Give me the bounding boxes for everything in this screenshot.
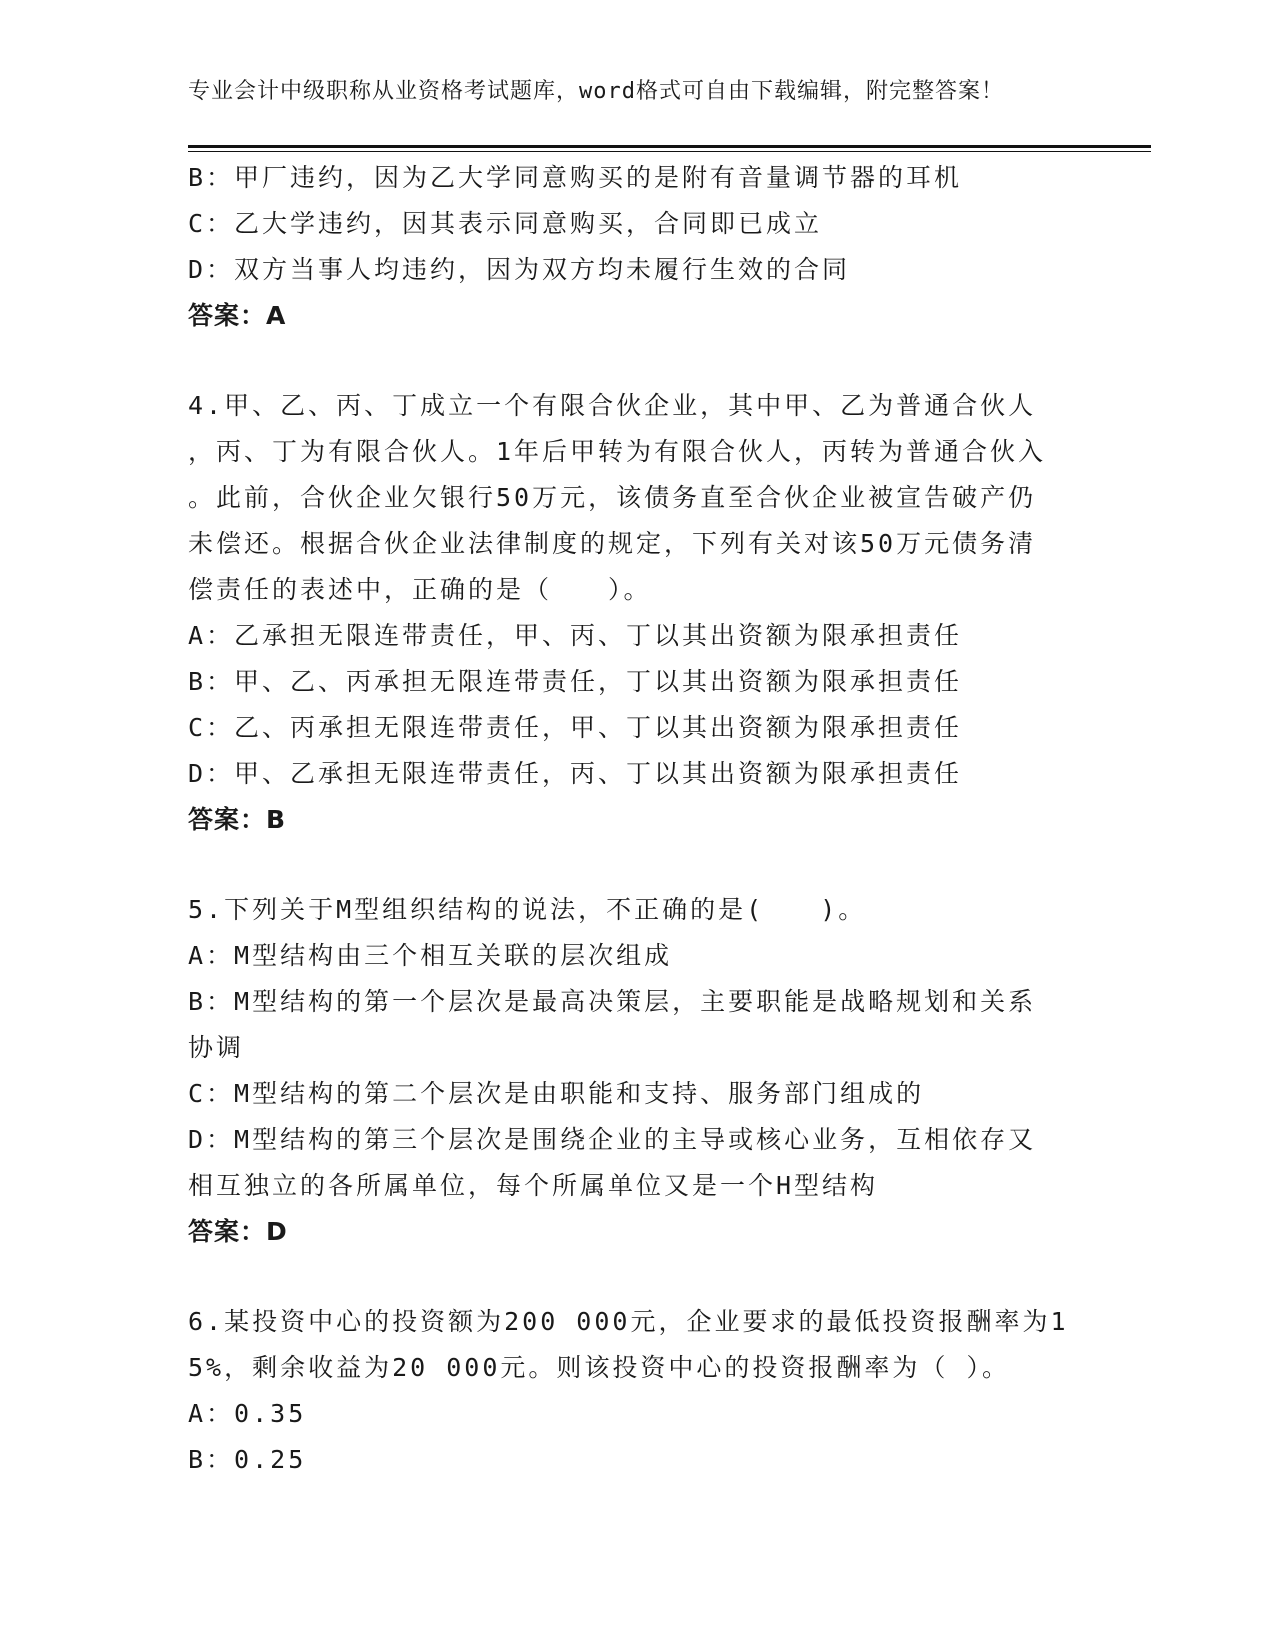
q4-option-c: C：乙、丙承担无限连带责任，甲、丁以其出资额为限承担责任: [188, 713, 963, 742]
q5-option-a: A：M型结构由三个相互关联的层次组成: [188, 941, 673, 970]
header-rule-thick: [188, 145, 1151, 148]
q4-stem-line: 偿责任的表述中，正确的是（ ）。: [188, 575, 652, 604]
q4-stem-line: ，丙、丁为有限合伙人。1年后甲转为有限合伙人，丙转为普通合伙入: [188, 437, 1047, 466]
q5-answer: 答案：D: [188, 1217, 288, 1246]
q5-option-b-line: B：M型结构的第一个层次是最高决策层，主要职能是战略规划和关系: [188, 987, 1037, 1016]
q4-option-a: A：乙承担无限连带责任，甲、丙、丁以其出资额为限承担责任: [188, 621, 963, 650]
q5-option-c: C：M型结构的第二个层次是由职能和支持、服务部门组成的: [188, 1079, 925, 1108]
q3-option-d: D：双方当事人均违约，因为双方均未履行生效的合同: [188, 255, 851, 284]
q4-stem-line: 未偿还。根据合伙企业法律制度的规定，下列有关对该50万元债务清: [188, 529, 1037, 558]
q4-option-b: B：甲、乙、丙承担无限连带责任，丁以其出资额为限承担责任: [188, 667, 963, 696]
q4-stem-line: 4.甲、乙、丙、丁成立一个有限合伙企业，其中甲、乙为普通合伙人: [188, 391, 1037, 420]
q6-stem-line: 5%，剩余收益为20 000元。则该投资中心的投资报酬率为（ ）。: [188, 1353, 1010, 1382]
q6-option-b: B：0.25: [188, 1445, 307, 1474]
q4-answer: 答案：B: [188, 805, 287, 834]
q4-option-d: D：甲、乙承担无限连带责任，丙、丁以其出资额为限承担责任: [188, 759, 963, 788]
header-rule-thin: [188, 151, 1151, 152]
q6-option-a: A：0.35: [188, 1399, 307, 1428]
question-content: [188, 155, 1088, 1483]
q5-option-d-line: 相互独立的各所属单位，每个所属单位又是一个H型结构: [188, 1171, 879, 1200]
q3-answer: 答案：A: [188, 301, 287, 330]
q4-stem-line: 。此前，合伙企业欠银行50万元，该债务直至合伙企业被宣告破产仍: [188, 483, 1037, 512]
q3-option-b: B：甲厂违约，因为乙大学同意购买的是附有音量调节器的耳机: [188, 163, 963, 192]
q5-stem: 5.下列关于M型组织结构的说法，不正确的是( )。: [188, 895, 867, 924]
q5-option-b-line: 协调: [188, 1033, 245, 1062]
page-header: 专业会计中级职称从业资格考试题库，word格式可自由下载编辑，附完整答案！: [188, 79, 1004, 104]
q3-option-c: C：乙大学违约，因其表示同意购买，合同即已成立: [188, 209, 823, 238]
q6-stem-line: 6.某投资中心的投资额为200 000元，企业要求的最低投资报酬率为1: [188, 1307, 1069, 1336]
q5-option-d-line: D：M型结构的第三个层次是围绕企业的主导或核心业务，互相依存又: [188, 1125, 1037, 1154]
